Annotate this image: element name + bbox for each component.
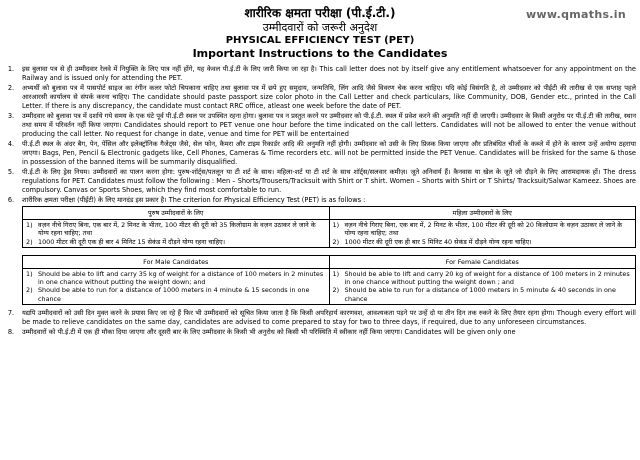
instruction-item — [0, 309, 636, 327]
item-text: शारीरिक क्षमता परीक्षा (पीईटी) के लिए मानदंड इस प्रकार है। The criterion for Physical Efficiency Test (PET) is as follows : — [22, 196, 366, 204]
item-number: 1. — [7, 65, 15, 73]
female-criteria-hindi: 1) वज़न नीचे गिराए बिना, एक बार में, 2 मिनट के भीतर, 100 मीटर की दूरी को 20 किलोग्राम के वज़न उठाकर ले जाने के योग्य रहना चाहिए; तथा 2) 1000 मीटर की दूरी एक ही बार 5 मिनिट 40 सेकंड में दौड़ने योग्य रहना चाहिए। — [329, 220, 636, 248]
male-header-english: For Male Candidates — [23, 255, 330, 268]
male-criteria-english: 1) Should be able to lift and carry 35 kg of weight for a distance of 100 meters in 2 minutes in one chance without putting the weight down; and 2) Should be able to run for a distance of 1000 meters in 4 minute & 15 seconds in one chance — [23, 269, 330, 305]
item-text: उम्मीदवार को बुलावा पत्र में दर्शाये गये समय के एक घंटे पूर्व पी.ई.टी स्थल पर उपस्थित रहना होगा। बुलावा पत्र न प्रस्तुत करने पर उम्मीदवार को पी.ई.टी. स्थल में प्रवेश करने की अनुमति नहीं दी जाएगी। उम्मीदवार के किसी अनुरोध पर पी.ई.टी की तारीख, स्थान तथा समय में परिवर्तन नहीं किया जाएगा। Candidates should report to PET venue one hour before the time indicated on the call letters. Candidates will not be allowed to enter the venue without producing the call letter. No request for change in date, venue and time for PET will be entertained — [22, 112, 636, 138]
item-number: 4. — [7, 140, 15, 148]
item-text: यद्यपि उम्मीदवारों को उसी दिन मुक्त करने के प्रयास किए जा रहे हैं फिर भी उम्मीदवारों को सूचित किया जाता है कि किसी अपरिहार्य कारणवश, आवश्यकता पड़ने पर उन्हें दो या तीन दिन तक रुकने के लिए तैयार रहना होगा। Though every effort will be made to relieve candidates on the same day, candidates are advised to come prepared to stay for two to three days, if required, due to any unforeseen circumstances. — [22, 308, 636, 326]
hindi-title: शारीरिक क्षमता परीक्षा (पी.ई.टी.) — [244, 6, 396, 20]
english-subtitle: Important Instructions to the Candidates — [192, 47, 448, 61]
instruction-list — [0, 65, 640, 205]
instruction-item — [0, 168, 636, 195]
item-text: अभ्यर्थी को बुलावा पत्र में पासपोर्ट साइज का रंगीन कलर फोटो चिपकाना चाहिए तथा बुलावा पत्र में छपे हुए समुदाय, जन्मतिथि, लिंग आदि जैसे विवरण चेक करना चाहिए। यदि कोई विसंगति है, तो उम्मीदवार को पीईटी की तारीख से एक सप्ताह पहले आरआरसी कार्यालय से संपर्क करना चाहिए। The candidate should paste passport size color photo in the Call Letter and check particulars, like Community, DOB, Gender etc., printed in the Call Letter. If there is any discrepancy, the candidate must contact RRC office, atleast one week before the date of PET. — [22, 84, 636, 110]
male-criteria-hindi: 1) वज़न नीचे गिराए बिना, एक बार में, 2 मिनट के भीतर, 100 मीटर की दूरी को 35 किलोग्राम के वज़न उठाकर ले जाने के योग्य रहना चाहिए; तथा 2) 1000 मीटर की दूरी एक ही बार 4 मिनिट 15 सेकंड में दौड़ने योग्य रहना चाहिए। — [23, 220, 330, 248]
instruction-item — [0, 65, 636, 83]
hindi-subtitle: उम्मीदवारों को जरूरी अनुदेश — [262, 21, 378, 34]
instruction-item — [0, 328, 636, 337]
instruction-item — [0, 196, 636, 205]
criteria-table-english — [22, 255, 636, 305]
item-number: 2. — [7, 84, 15, 92]
item-number: 5. — [7, 168, 15, 176]
item-text: इस बुलावा पत्र से ही उम्मीदवार रेलवे में नियुक्ति के लिए पात्र नहीं होंगे, यह केवल पी.ई.टी के लिए जारी किया जा रहा है। This call letter does not by itself give any entitlement whatsoever for any appointment on the Railway and is issued only for attending the PET. — [22, 65, 636, 82]
instruction-list-continued — [0, 309, 640, 337]
male-header-hindi: पुरुष उम्मीदवारों के लिए — [23, 207, 330, 220]
item-number: 3. — [7, 112, 15, 120]
instruction-item — [0, 112, 636, 139]
female-criteria-english: 1) Should be able to lift and carry 20 kg of weight for a distance of 100 meters in 2 minutes in one chance without putting the weight down ; and 2) Should be able to run for a distance of 1000 meters in 5 minute & 40 seconds in one chance — [329, 269, 636, 305]
item-text: उम्मीदवारों को पी.ई.टी में एक ही मौका दिया जाएगा और दूसरी बार के लिए उम्मीदवार के किसी भी अनुरोध को किसी भी परिस्थिति में स्वीकार नहीं किया जाएगा। Candidates will be given only one — [22, 327, 516, 336]
instruction-item — [0, 140, 636, 167]
criteria-table-hindi — [22, 206, 636, 248]
watermark: www.qmaths.in — [525, 8, 626, 21]
instruction-item — [0, 84, 636, 111]
female-header-hindi: महिला उम्मीदवारों के लिए — [329, 207, 636, 220]
item-text: पी.ई.टी स्थल के अंदर बैग, पेन, पेंसिल और इलेक्ट्रॉनिक गैजेट्स जैसे, सेल फोन, कैमरा और टाइम रिकार्डर आदि की अनुमति नहीं होगी। उम्मीदवार को उसी के लिए फ्रिस्क किया जाएगा और प्रतिबंधित चीजों के कब्जे में होने के कारण उन्हें अयोग्य ठहराया जाएगा। Bags, Pen, Pencil & Electronic gadgets like, Cell Phones, Cameras & Time recorders etc. will not be permitted inside the PET Venue. Candidates will be frisked for the same & those in possession of the banned items will be summarily disqualified. — [22, 140, 636, 166]
item-text: पी.ई.टी के लिए ड्रेस नियम। उम्मीदवारों का पालन करना होगा: पुरुष-शॉर्ट्स/पतलून या टी शर्ट के साथ। महिला-शर्ट या टी शर्ट के साथ शॉर्ट्स/सलवार कमीज़। जूते अनिवार्य हैं। कैनवास या खेल के जूते जो दौड़ने के लिए आरामदायक हों। The dress regulations for PET. Candidates must follow the following : Men – Shorts/Trousers/Tracksuit with Shirt or T shirt. Women – Shorts with Shirt or T Shirts/ Tracksuit/Salwar Kameez. Shoes are compulsory. Canvas or Sports Shoes, which they find most comfortable to run. — [22, 168, 636, 194]
item-number: 8. — [7, 327, 15, 336]
item-number: 7. — [7, 308, 15, 317]
english-title: PHYSICAL EFFICIENCY TEST (PET) — [225, 34, 415, 46]
item-number: 6. — [7, 196, 15, 204]
female-header-english: For Female Candidates — [329, 255, 636, 268]
